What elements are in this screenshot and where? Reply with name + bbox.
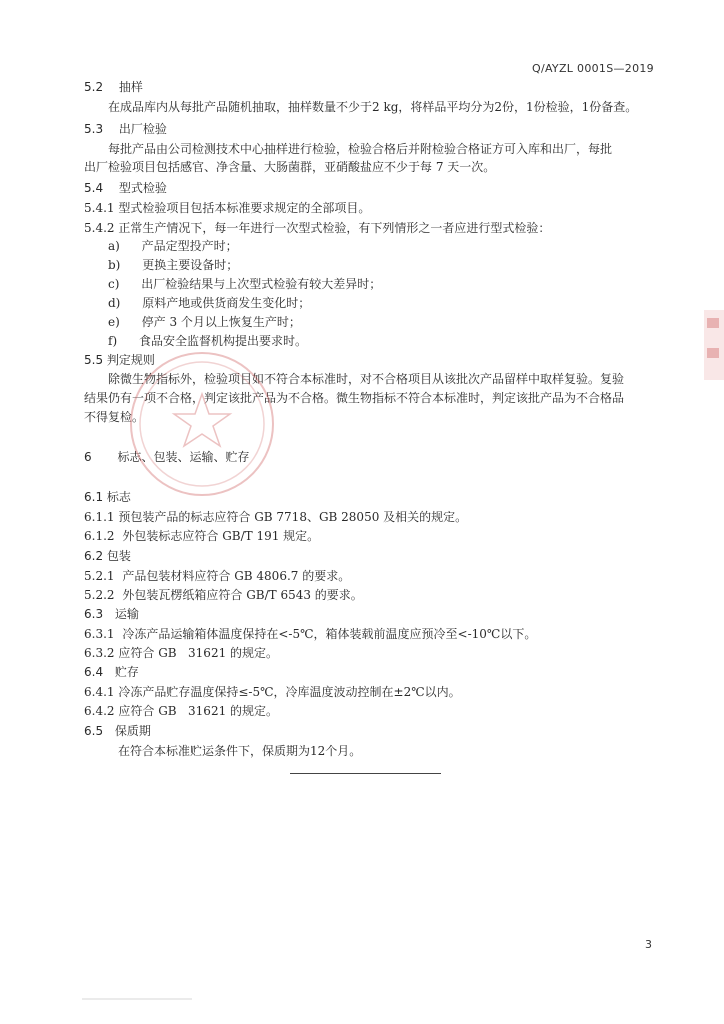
- section-number: 6.1.2: [84, 529, 115, 543]
- list-text: 产品定型投产时；: [141, 239, 238, 253]
- list-item: [108, 295, 310, 311]
- list-marker: a): [108, 239, 120, 253]
- list-item: [108, 238, 238, 254]
- section-number: 6.4: [84, 665, 104, 679]
- section-number: 5.2: [84, 80, 104, 94]
- section-6-2-1: [84, 568, 350, 584]
- section-number: 5.4.2: [84, 221, 115, 235]
- section-6-4-heading: [84, 664, 139, 680]
- section-5-4-2: [84, 220, 550, 236]
- list-text: 停产 3 个月以上恢复生产时；: [141, 315, 301, 329]
- document-code: Q/AYZL 0001S—2019: [532, 62, 654, 75]
- section-5-3-heading: [84, 121, 167, 137]
- section-5-5-line2: 结果仍有一项不合格，判定该批产品为不合格。微生物指标不符合本标准时，判定该批产品为不合格品: [84, 391, 625, 405]
- section-6-5-heading: [84, 723, 151, 739]
- section-5-3-text-line1: 每批产品由公司检测技术中心抽样进行检验，检验合格后并附检验合格证方可入库和出厂，每批: [108, 142, 613, 156]
- section-text: 应符合 GB 31621 的规定。: [118, 646, 279, 660]
- section-number: 6.2: [84, 549, 104, 563]
- section-text: 外包装标志应符合 GB/T 191 规定。: [122, 529, 320, 543]
- section-title: 运输: [114, 607, 139, 621]
- section-5-5-line3: 不得复检。: [84, 410, 145, 424]
- list-item: [108, 314, 301, 330]
- section-number: 6.4.2: [84, 704, 115, 718]
- section-5-2-heading: [84, 79, 143, 95]
- section-number: 5.5: [84, 353, 104, 367]
- section-5-3-text-line2: 出厂检验项目包括感官、净含量、大肠菌群，亚硝酸盐应不少于每 7 天一次。: [84, 160, 496, 174]
- section-5-4-1: [84, 200, 370, 216]
- section-number: 6.3: [84, 607, 104, 621]
- section-title: 抽样: [118, 80, 143, 94]
- section-6-1-2: [84, 528, 319, 544]
- section-number: 6.1: [84, 490, 104, 504]
- section-6-4-2: [84, 703, 278, 719]
- list-marker: d): [108, 296, 121, 310]
- section-6-3-2: [84, 645, 278, 661]
- section-6-1-heading: [84, 489, 131, 505]
- section-title: 保质期: [114, 724, 151, 738]
- section-6-2-2: [84, 587, 363, 603]
- section-6-2-heading: [84, 548, 131, 564]
- end-rule: [290, 773, 441, 774]
- section-title: 判定规则: [106, 353, 155, 367]
- section-title: 包装: [106, 549, 131, 563]
- section-text: 产品包装材料应符合 GB 4806.7 的要求。: [122, 569, 351, 583]
- list-marker: e): [108, 315, 120, 329]
- list-text: 原料产地或供货商发生变化时；: [142, 296, 311, 310]
- section-text: 应符合 GB 31621 的规定。: [118, 704, 279, 718]
- section-5-5-line1: 除微生物指标外，检验项目如不符合本标准时，对不合格项目从该批次产品留样中取样复验。复验: [108, 372, 625, 386]
- section-text: 冷冻产品运输箱体温度保持在<-5℃，箱体装载前温度应预冷至<-10℃以下。: [122, 627, 537, 641]
- list-item: [108, 333, 307, 349]
- section-text: 正常生产情况下，每一年进行一次型式检验，有下列情形之一者应进行型式检验：: [118, 221, 551, 235]
- section-number: 5.4.1: [84, 201, 115, 215]
- section-title: 贮存: [114, 665, 139, 679]
- list-marker: b): [108, 258, 121, 272]
- section-6-3-heading: [84, 606, 139, 622]
- section-number: 6.5: [84, 724, 104, 738]
- section-number: 6.1.1: [84, 510, 115, 524]
- list-item: [108, 276, 381, 292]
- section-number: 5.2.2: [84, 588, 115, 602]
- section-number: 6.4.1: [84, 685, 115, 699]
- list-text: 食品安全监督机构提出要求时。: [138, 334, 307, 348]
- section-title: 出厂检验: [118, 122, 167, 136]
- section-text: 冷冻产品贮存温度保持≤-5℃，冷库温度波动控制在±2℃以内。: [118, 685, 461, 699]
- section-number: 6: [84, 450, 92, 464]
- list-marker: f): [108, 334, 118, 348]
- section-text: 预包装产品的标志应符合 GB 7718、GB 28050 及相关的规定。: [118, 510, 468, 524]
- list-text: 更换主要设备时；: [142, 258, 239, 272]
- section-text: 外包装瓦楞纸箱应符合 GB/T 6543 的要求。: [122, 588, 363, 602]
- section-title: 标志: [106, 490, 131, 504]
- list-text: 出厂检验结果与上次型式检验有较大差异时；: [141, 277, 382, 291]
- section-title: 型式检验: [118, 181, 167, 195]
- list-item: [108, 257, 238, 273]
- section-5-2-text: 在成品库内从每批产品随机抽取，抽样数量不少于2 kg，将样品平均分为2份，1份检验，1份备查。: [108, 100, 638, 114]
- section-number: 6.3.2: [84, 646, 115, 660]
- section-number: 5.4: [84, 181, 104, 195]
- page-number: 3: [645, 938, 652, 951]
- partial-seal-stamp: [702, 300, 724, 390]
- section-5-4-heading: [84, 180, 167, 196]
- section-6-3-1: [84, 626, 536, 642]
- list-marker: c): [108, 277, 120, 291]
- section-number: 6.3.1: [84, 627, 115, 641]
- section-5-5-heading: [84, 352, 155, 368]
- section-number: 5.3: [84, 122, 104, 136]
- section-6-1-1: [84, 509, 467, 525]
- section-6-heading: [84, 449, 249, 465]
- section-number: 5.2.1: [84, 569, 115, 583]
- section-6-4-1: [84, 684, 461, 700]
- section-text: 型式检验项目包括本标准要求规定的全部项目。: [118, 201, 371, 215]
- section-6-5-text: 在符合本标准贮运条件下，保质期为12个月。: [118, 744, 362, 758]
- scan-artifact: [82, 998, 192, 1000]
- section-title: 标志、包装、运输、贮存: [117, 450, 250, 464]
